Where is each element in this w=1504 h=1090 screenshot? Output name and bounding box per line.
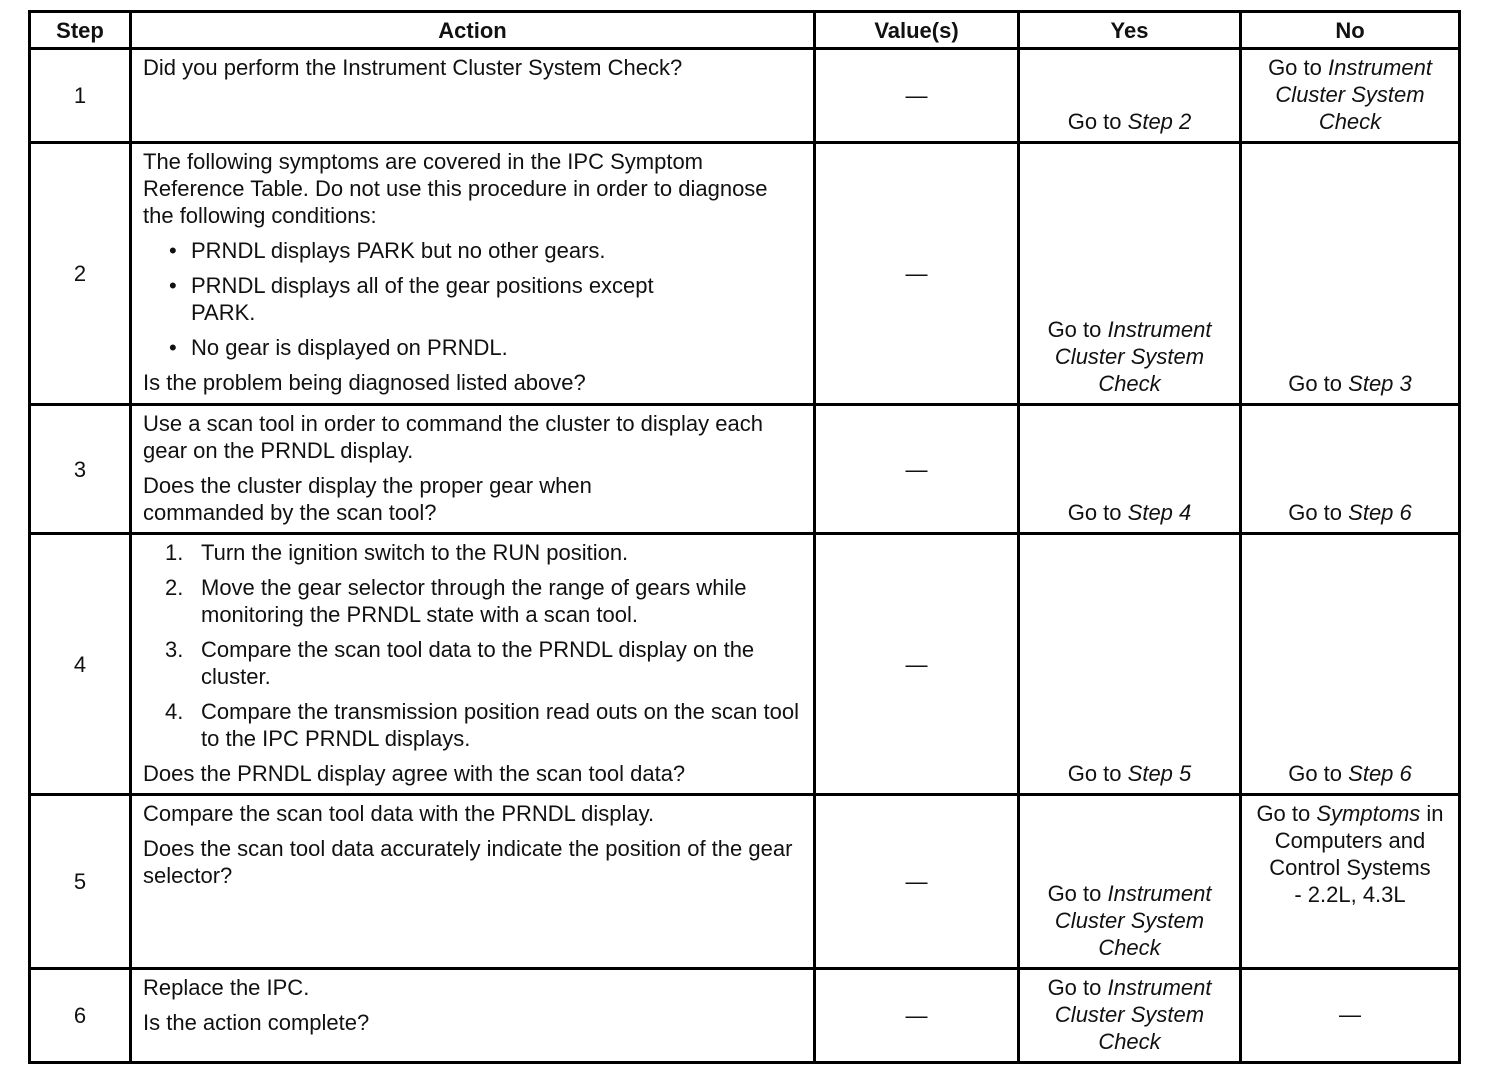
goto-link[interactable]: Step 6 <box>1348 500 1412 525</box>
action-cell <box>131 534 815 795</box>
value-cell: — <box>815 49 1019 143</box>
goto-prefix: Go to <box>1067 500 1122 525</box>
yes-cell <box>1019 405 1241 534</box>
action-question: Does the scan tool data accurately indicate the position of the gear selector? <box>143 836 793 888</box>
list-item <box>165 698 803 752</box>
value-cell: — <box>815 534 1019 795</box>
step-number: 6 <box>30 969 131 1063</box>
procedure-steps <box>143 539 803 752</box>
header-action: Action <box>131 12 815 49</box>
action-question: Is the action complete? <box>143 1010 370 1035</box>
action-cell <box>131 405 815 534</box>
list-text: Compare the transmission position read outs on the scan tool to the IPC PRNDL displays. <box>201 699 799 751</box>
action-intro: Compare the scan tool data with the PRNDL display. <box>143 801 655 826</box>
list-text: Compare the scan tool data to the PRNDL display on the cluster. <box>201 637 755 689</box>
no-cell <box>1241 795 1460 969</box>
no-cell <box>1241 49 1460 143</box>
step-number: 3 <box>30 405 131 534</box>
goto-prefix: Go to <box>1288 761 1343 786</box>
yes-cell <box>1019 534 1241 795</box>
header-yes: Yes <box>1019 12 1241 49</box>
goto-prefix: Go to <box>1256 801 1311 826</box>
action-cell <box>131 49 815 143</box>
yes-cell <box>1019 49 1241 143</box>
header-row <box>30 12 1460 49</box>
goto-prefix: Go to <box>1288 371 1343 396</box>
diagnostic-table <box>28 10 1461 1064</box>
table-row <box>30 795 1460 969</box>
engine-variants: - 2.2L, 4.3L <box>1294 882 1406 907</box>
list-text: Turn the ignition switch to the RUN position. <box>201 540 629 565</box>
table-row <box>30 405 1460 534</box>
no-cell <box>1241 534 1460 795</box>
list-item: • PRNDL displays all of the gear positions except PARK. <box>191 272 803 326</box>
goto-prefix: Go to <box>1047 975 1102 1000</box>
goto-link[interactable]: Step 2 <box>1127 109 1192 134</box>
goto-link[interactable]: Instrument Cluster System Check <box>1275 55 1432 134</box>
goto-link[interactable]: Step 4 <box>1127 500 1192 525</box>
action-question: Does the cluster display the proper gear when commanded by the scan tool? <box>143 473 592 525</box>
goto-link[interactable]: Instrument Cluster System Check <box>1054 881 1212 960</box>
header-step: Step <box>30 12 131 49</box>
no-cell <box>1241 405 1460 534</box>
list-text: Move the gear selector through the range of gears while monitoring the PRNDL state with a scan tool. <box>201 575 747 627</box>
goto-link[interactable]: Step 3 <box>1348 371 1412 396</box>
table-row <box>30 49 1460 143</box>
value-cell: — <box>815 795 1019 969</box>
step-number: 4 <box>30 534 131 795</box>
action-question: Is the problem being diagnosed listed above? <box>143 370 586 395</box>
no-cell: — <box>1241 969 1460 1063</box>
goto-link[interactable]: Step 5 <box>1127 761 1192 786</box>
table-row <box>30 143 1460 405</box>
goto-link[interactable]: Instrument Cluster System Check <box>1054 317 1212 396</box>
goto-prefix: Go to <box>1067 761 1122 786</box>
list-number: 1. <box>165 540 184 565</box>
goto-prefix: Go to <box>1268 55 1322 80</box>
list-item: • PRNDL displays PARK but no other gears. <box>191 237 803 264</box>
list-item <box>165 574 803 628</box>
value-cell: — <box>815 143 1019 405</box>
list-item <box>165 539 803 566</box>
step-number: 5 <box>30 795 131 969</box>
symptom-list <box>143 237 803 361</box>
header-values: Value(s) <box>815 12 1019 49</box>
action-question: Does the PRNDL display agree with the scan tool data? <box>143 761 686 786</box>
list-item <box>165 636 803 690</box>
step-number: 1 <box>30 49 131 143</box>
action-intro: The following symptoms are covered in the IPC Symptom Reference Table. Do not use this procedure in order to diagnose the following conditions: <box>143 149 768 228</box>
goto-link[interactable]: Symptoms <box>1316 801 1421 826</box>
value-cell: — <box>815 969 1019 1063</box>
table-row <box>30 969 1460 1063</box>
list-item: • No gear is displayed on PRNDL. <box>191 334 803 361</box>
action-cell <box>131 969 815 1063</box>
action-cell <box>131 795 815 969</box>
list-number: 4. <box>165 699 184 724</box>
header-no: No <box>1241 12 1460 49</box>
goto-prefix: Go to <box>1288 500 1343 525</box>
yes-cell <box>1019 969 1241 1063</box>
goto-prefix: Go to <box>1047 881 1102 906</box>
goto-prefix: Go to <box>1047 317 1102 342</box>
yes-cell <box>1019 795 1241 969</box>
list-number: 2. <box>165 575 184 600</box>
action-intro: Replace the IPC. <box>143 975 310 1000</box>
table-row <box>30 534 1460 795</box>
diagnostic-table-container <box>28 10 1458 1064</box>
action-cell <box>131 143 815 405</box>
goto-link[interactable]: Instrument Cluster System Check <box>1054 975 1212 1054</box>
action-intro: Use a scan tool in order to command the cluster to display each gear on the PRNDL display. <box>143 411 763 463</box>
yes-cell <box>1019 143 1241 405</box>
goto-link[interactable]: Step 6 <box>1348 761 1412 786</box>
goto-rest: in Computers and Control Systems <box>1269 801 1444 880</box>
step-number: 2 <box>30 143 131 405</box>
value-cell: — <box>815 405 1019 534</box>
action-question: Did you perform the Instrument Cluster System Check? <box>143 55 683 80</box>
list-number: 3. <box>165 637 184 662</box>
no-cell <box>1241 143 1460 405</box>
goto-prefix: Go to <box>1067 109 1122 134</box>
